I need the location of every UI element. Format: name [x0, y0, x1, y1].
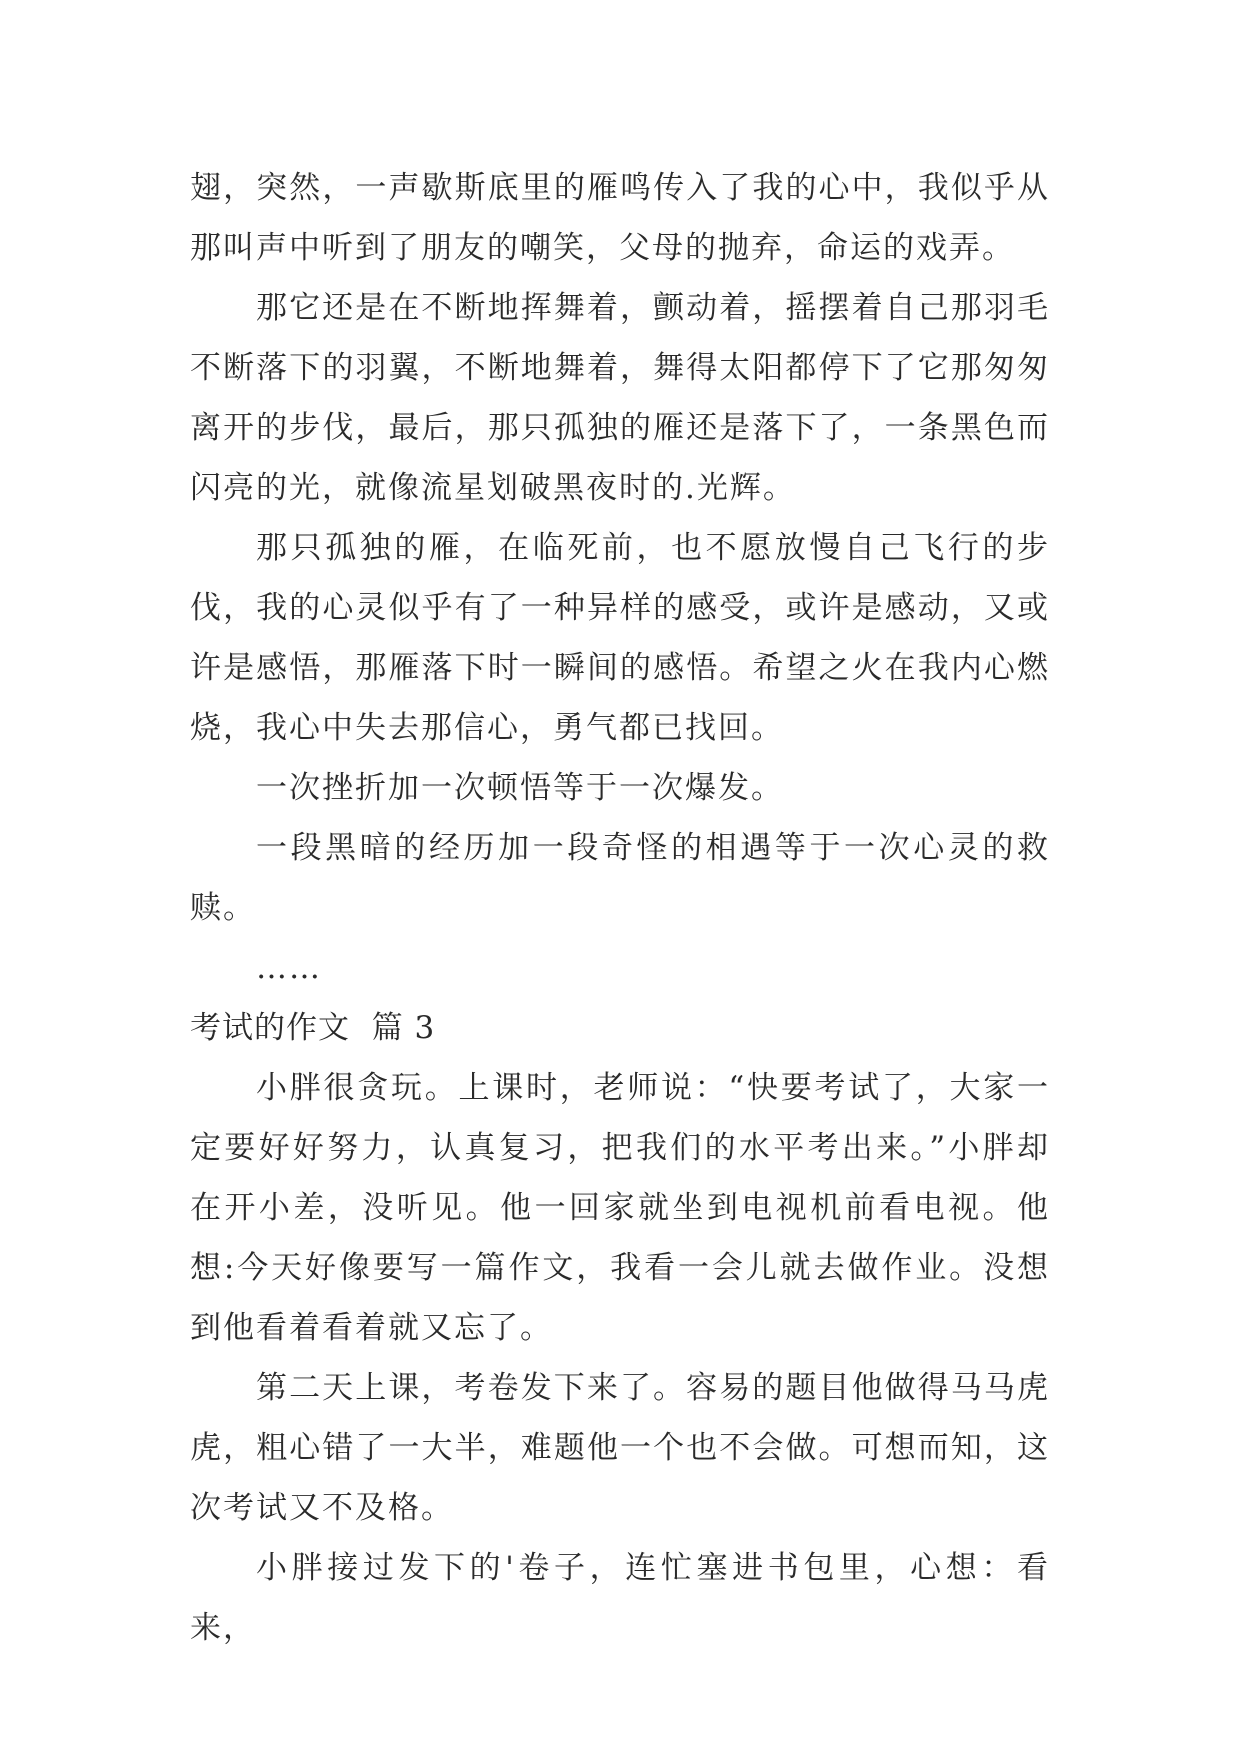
- section-heading: 考试的作文 篇 3: [190, 1010, 436, 1046]
- paragraph-continuation: 翅，突然，一声歇斯底里的雁鸣传入了我的心中，我似乎从那叫声中听到了朋友的嘲笑，父母的抛弃，命运的戏弄。: [190, 170, 1050, 266]
- paragraph: 第二天上课，考卷发下来了。容易的题目他做得马马虎虎，粗心错了一大半，难题他一个也不会做。可想而知，这次考试又不及格。: [190, 1370, 1050, 1526]
- paragraph: 小胖很贪玩。上课时，老师说：“快要考试了，大家一定要好好努力，认真复习，把我们的水平考出来。”小胖却在开小差，没听见。他一回家就坐到电视机前看电视。他想:今天好像要写一篇作文，我看一会儿就去做作业。没想到他看着看着就又忘了。: [190, 1070, 1050, 1346]
- ellipsis-line: ……: [256, 950, 322, 986]
- paragraph: 那只孤独的雁，在临死前，也不愿放慢自己飞行的步伐，我的心灵似乎有了一种异样的感受，或许是感动，又或许是感悟，那雁落下时一瞬间的感悟。希望之火在我内心燃烧，我心中失去那信心，勇气都已找回。: [190, 530, 1050, 746]
- document-body: [190, 158, 1050, 1658]
- paragraph: 那它还是在不断地挥舞着，颤动着，摇摆着自己那羽毛不断落下的羽翼，不断地舞着，舞得太阳都停下了它那匆匆离开的步伐，最后，那只孤独的雁还是落下了，一条黑色而闪亮的光，就像流星划破黑夜时的.光辉。: [190, 290, 1050, 506]
- paragraph: 小胖接过发下的'卷子，连忙塞进书包里，心想：看来，: [190, 1550, 1050, 1646]
- paragraph: 一段黑暗的经历加一段奇怪的相遇等于一次心灵的救赎。: [190, 830, 1050, 926]
- paragraph: 一次挫折加一次顿悟等于一次爆发。: [256, 770, 784, 806]
